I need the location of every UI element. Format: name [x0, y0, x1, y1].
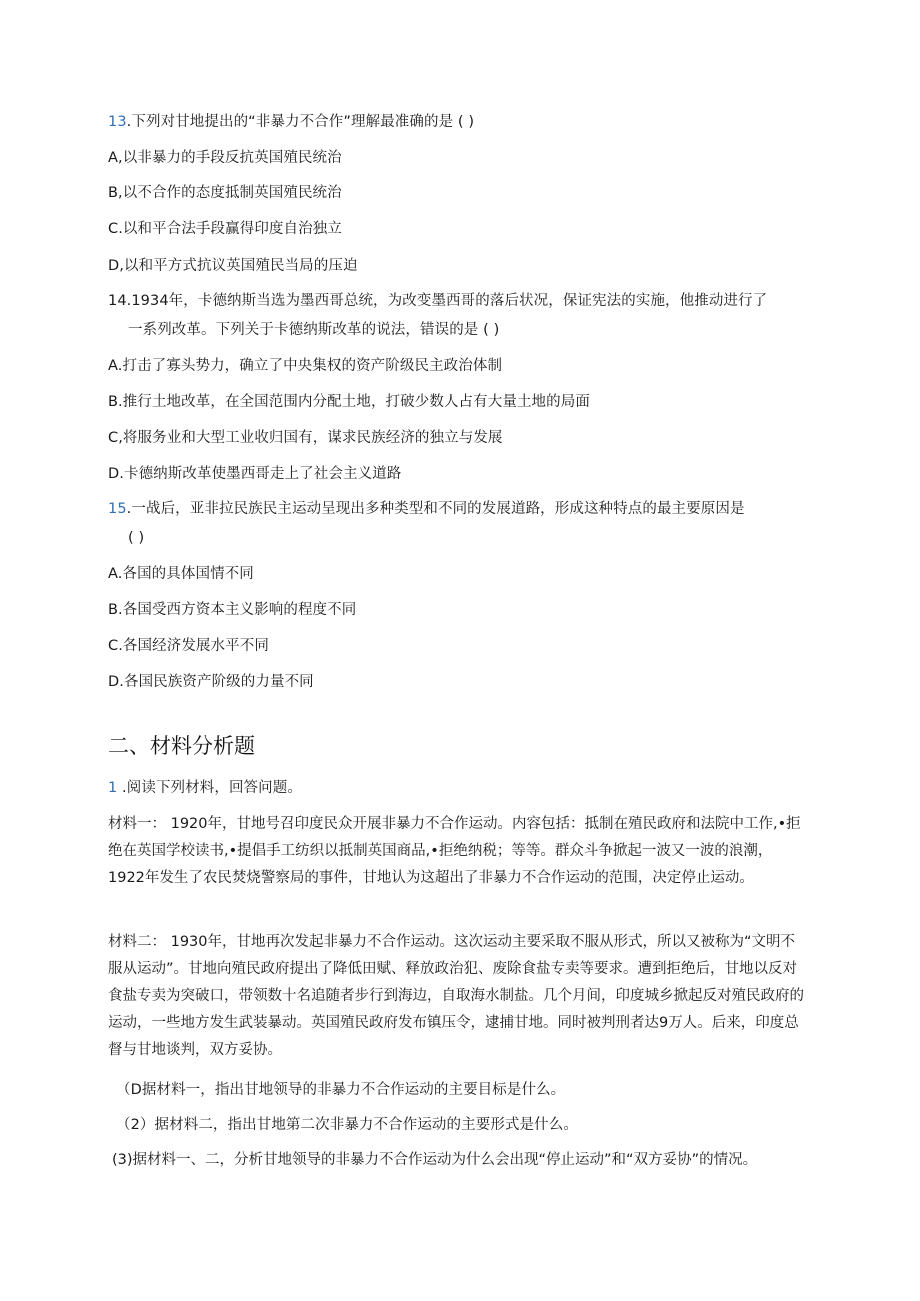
- question-text: .下列对甘地提出的“非暴力不合作”理解最准确的是 ( ): [126, 114, 475, 130]
- question-15-stem-line2: ( ): [128, 530, 145, 546]
- material-one: 材料一： 1920年，甘地号召印度民众开展非暴力不合作运动。内容包括：抵制在殖民政府和法院中工作,•拒绝在英国学校读书,•提倡手工纺织以抵制英国商品,•拒绝纳税；等等。群众斗争掀起一波又一波的浪潮，1922年发生了农民焚烧警察局的事件，甘地认为这超出了非暴力不合作运动的范围，决定停止运动。: [108, 816, 801, 886]
- q13-option-d: D,以和平方式抗议英国殖民当局的压迫: [108, 258, 358, 274]
- question-text: .阅读下列材料，回答问题。: [117, 780, 302, 796]
- q14-option-d: D.卡德纳斯改革使墨西哥走上了社会主义道路: [108, 466, 402, 482]
- q13-option-a: A,以非暴力的手段反抗英国殖民统治: [108, 150, 342, 166]
- q15-option-d: D.各国民族资产阶级的力量不同: [108, 674, 314, 690]
- question-13-stem: [108, 112, 474, 132]
- material-question-1-intro: [108, 778, 302, 798]
- q15-option-b: B.各国受西方资本主义影响的程度不同: [108, 602, 357, 618]
- question-15-stem-line1: [108, 499, 745, 519]
- question-number: 15: [108, 501, 127, 517]
- question-14-stem-line1: 14.1934年，卡德纳斯当选为墨西哥总统，为改变墨西哥的落后状况，保证宪法的实施，他推动进行了: [108, 293, 768, 309]
- section-title: 二、材料分析题: [108, 734, 255, 758]
- question-number: 1: [108, 780, 118, 796]
- question-14-stem-line2: 一系列改革。下列关于卡德纳斯改革的说法，错误的是 ( ): [128, 322, 500, 338]
- sub-question-1: （D据材料一，指出甘地领导的非暴力不合作运动的主要目标是什么。: [116, 1082, 566, 1098]
- q13-option-b: B,以不合作的态度抵制英国殖民统治: [108, 185, 342, 201]
- material-two: 材料二： 1930年，甘地再次发起非暴力不合作运动。这次运动主要采取不服从形式，所以又被称为“文明不服从运动”。甘地向殖民政府提出了降低田赋、释放政治犯、废除食盐专卖等要求。遭到拒绝后，甘地以反对食盐专卖为突破口，带领数十名追随者步行到海边，自取海水制盐。几个月间，印度城乡掀起反对殖民政府的运动，一些地方发生武装暴动。英国殖民政府发布镇压令，逮捕甘地。同时被判刑者达9万人。后来，印度总督与甘地谈判，双方妥协。: [108, 934, 804, 1058]
- sub-question-3: (3)据材料一、二，分析甘地领导的非暴力不合作运动为什么会出现“停止运动”和“双方妥协”的情况。: [112, 1152, 758, 1168]
- sub-question-2: （2）据材料二，指出甘地第二次非暴力不合作运动的主要形式是什么。: [116, 1117, 578, 1133]
- q13-option-c: C.以和平合法手段赢得印度自治独立: [108, 221, 342, 237]
- question-number: 13: [108, 114, 127, 130]
- q15-option-a: A.各国的具体国情不同: [108, 566, 254, 582]
- q14-option-a: A.打击了寡头势力，确立了中央集权的资产阶级民主政治体制: [108, 358, 503, 374]
- q14-option-c: C,将服务业和大型工业收归国有，谋求民族经济的独立与发展: [108, 430, 503, 446]
- q14-option-b: B.推行土地改革，在全国范围内分配土地，打破少数人占有大量土地的局面: [108, 394, 590, 410]
- question-text: .一战后，亚非拉民族民主运动呈现出多种类型和不同的发展道路，形成这种特点的最主要原因是: [126, 501, 745, 517]
- q15-option-c: C.各国经济发展水平不同: [108, 638, 269, 654]
